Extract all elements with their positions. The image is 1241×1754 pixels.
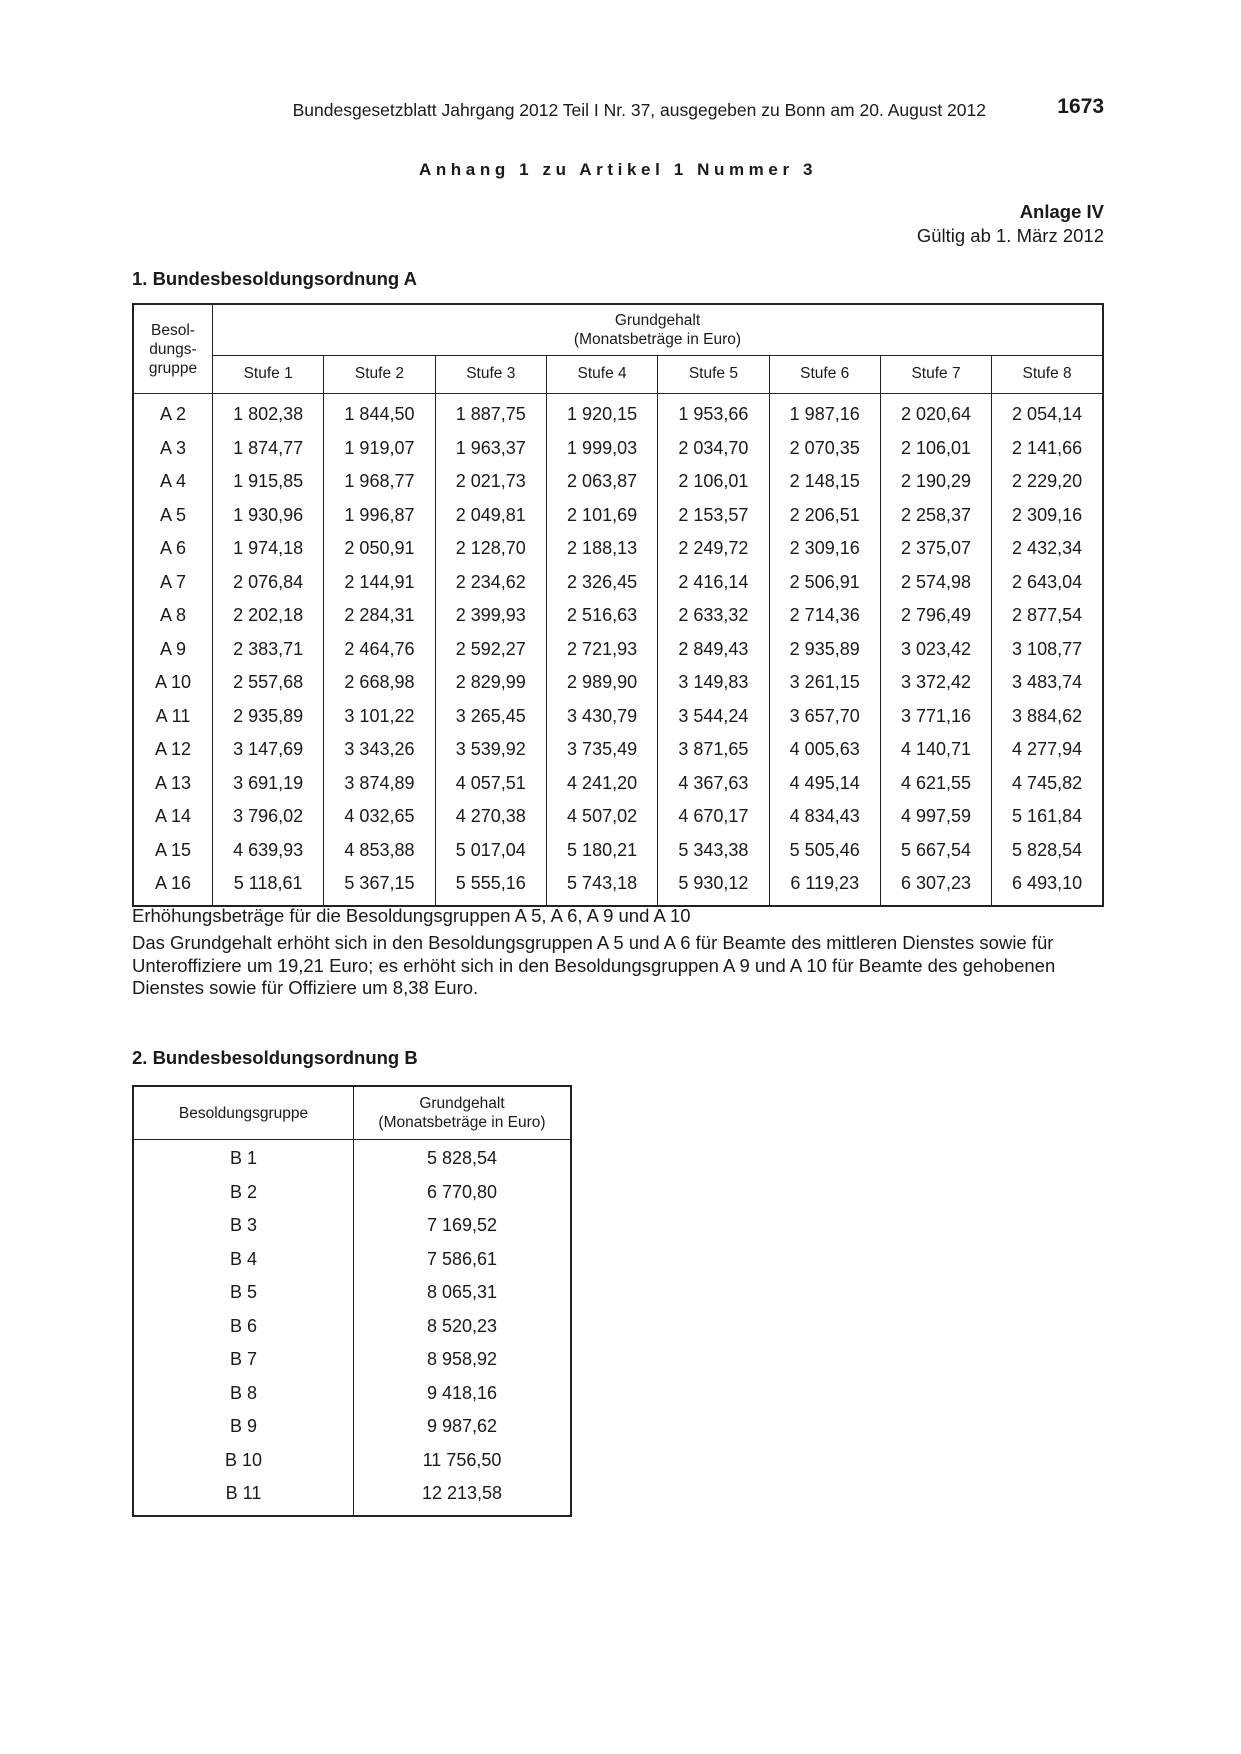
salary-cell: 6 770,80: [354, 1176, 572, 1210]
table-row: [133, 465, 1103, 499]
salary-cell: 2 101,69: [546, 499, 657, 533]
anlage-title: Anlage IV: [1019, 201, 1104, 222]
table-row: [133, 532, 1103, 566]
stufe-header: Stufe 1: [213, 355, 324, 393]
salary-cell: 2 592,27: [435, 633, 546, 667]
salary-cell: 2 416,14: [658, 566, 769, 600]
salary-cell: 3 147,69: [213, 733, 324, 767]
salary-cell: 2 206,51: [769, 499, 880, 533]
salary-cell: 3 735,49: [546, 733, 657, 767]
salary-cell: 4 853,88: [324, 834, 435, 868]
salary-cell: 4 507,02: [546, 800, 657, 834]
table-b-body: [133, 1140, 571, 1516]
table-a-body: [133, 394, 1103, 906]
salary-cell: 1 915,85: [213, 465, 324, 499]
salary-cell: 1 930,96: [213, 499, 324, 533]
salary-cell: 5 667,54: [880, 834, 991, 868]
table-row: [133, 867, 1103, 906]
salary-cell: 4 670,17: [658, 800, 769, 834]
salary-cell: 2 721,93: [546, 633, 657, 667]
salary-cell: 4 032,65: [324, 800, 435, 834]
salary-cell: 3 884,62: [992, 700, 1103, 734]
salary-cell: 3 372,42: [880, 666, 991, 700]
group-cell: B 11: [133, 1477, 354, 1516]
group-cell: A 13: [133, 767, 213, 801]
salary-cell: 3 871,65: [658, 733, 769, 767]
salary-cell: 2 106,01: [880, 432, 991, 466]
table-row: [133, 633, 1103, 667]
salary-cell: 2 153,57: [658, 499, 769, 533]
salary-cell: 2 188,13: [546, 532, 657, 566]
salary-cell: 2 106,01: [658, 465, 769, 499]
group-cell: A 7: [133, 566, 213, 600]
salary-cell: 5 118,61: [213, 867, 324, 906]
salary-cell: 5 743,18: [546, 867, 657, 906]
table-row: [133, 432, 1103, 466]
gazette-header: Bundesgesetzblatt Jahrgang 2012 Teil I Nr. 37, ausgegeben zu Bonn am 20. August 2012: [292, 100, 986, 120]
salary-cell: 3 771,16: [880, 700, 991, 734]
salary-cell: 1 919,07: [324, 432, 435, 466]
salary-cell: 2 234,62: [435, 566, 546, 600]
group-cell: B 2: [133, 1176, 354, 1210]
salary-cell: 2 128,70: [435, 532, 546, 566]
table-row: [133, 1377, 571, 1411]
stufe-header: Stufe 3: [435, 355, 546, 393]
salary-cell: 3 108,77: [992, 633, 1103, 667]
salary-cell: 5 505,46: [769, 834, 880, 868]
salary-cell: 1 999,03: [546, 432, 657, 466]
salary-cell: 4 241,20: [546, 767, 657, 801]
group-cell: A 10: [133, 666, 213, 700]
group-cell: A 16: [133, 867, 213, 906]
salary-cell: 1 996,87: [324, 499, 435, 533]
salary-cell: 2 141,66: [992, 432, 1103, 466]
grundgehalt-header: [354, 1086, 572, 1140]
salary-cell: 2 050,91: [324, 532, 435, 566]
salary-cell: 2 714,36: [769, 599, 880, 633]
table-row: [133, 1140, 571, 1176]
salary-cell: 2 574,98: [880, 566, 991, 600]
salary-cell: 7 586,61: [354, 1243, 572, 1277]
salary-cell: 3 544,24: [658, 700, 769, 734]
grundgehalt-header: [213, 304, 1104, 355]
salary-cell: 4 270,38: [435, 800, 546, 834]
table-row: [133, 1477, 571, 1516]
salary-cell: 1 953,66: [658, 394, 769, 432]
salary-cell: 2 557,68: [213, 666, 324, 700]
table-row: [133, 733, 1103, 767]
group-cell: A 2: [133, 394, 213, 432]
stufe-header: Stufe 5: [658, 355, 769, 393]
salary-cell: 5 017,04: [435, 834, 546, 868]
table-row: [133, 566, 1103, 600]
salary-cell: 2 383,71: [213, 633, 324, 667]
salary-cell: 8 958,92: [354, 1343, 572, 1377]
salary-cell: 4 745,82: [992, 767, 1103, 801]
salary-cell: 3 265,45: [435, 700, 546, 734]
stufe-header: Stufe 2: [324, 355, 435, 393]
salary-cell: 6 119,23: [769, 867, 880, 906]
salary-cell: 1 974,18: [213, 532, 324, 566]
group-cell: B 6: [133, 1310, 354, 1344]
salary-cell: 5 555,16: [435, 867, 546, 906]
salary-cell: 1 920,15: [546, 394, 657, 432]
table-row: [133, 666, 1103, 700]
table-row: [133, 1243, 571, 1277]
group-cell: B 9: [133, 1410, 354, 1444]
salary-cell: 11 756,50: [354, 1444, 572, 1478]
salary-cell: 2 249,72: [658, 532, 769, 566]
section-a-heading: 1. Bundesbesoldungsordnung A: [132, 268, 418, 289]
table-row: [133, 1343, 571, 1377]
group-cell: A 9: [133, 633, 213, 667]
salary-cell: 2 633,32: [658, 599, 769, 633]
group-cell: A 8: [133, 599, 213, 633]
group-column-header: [133, 304, 213, 394]
group-header-text: Besol- dungs- gruppe: [148, 321, 198, 377]
salary-cell: 1 963,37: [435, 432, 546, 466]
salary-table-a: [132, 303, 1104, 907]
salary-cell: 1 887,75: [435, 394, 546, 432]
salary-cell: 6 307,23: [880, 867, 991, 906]
group-cell: A 15: [133, 834, 213, 868]
salary-cell: 3 023,42: [880, 633, 991, 667]
table-row: [133, 1410, 571, 1444]
salary-cell: 2 070,35: [769, 432, 880, 466]
increase-note-heading: Erhöhungsbeträge für die Besoldungsgruppen A 5, A 6, A 9 und A 10: [132, 905, 691, 926]
salary-cell: 3 343,26: [324, 733, 435, 767]
group-cell: B 1: [133, 1140, 354, 1176]
salary-cell: 4 140,71: [880, 733, 991, 767]
grundgehalt-header-text: Grundgehalt (Monatsbeträge in Euro): [573, 311, 742, 348]
salary-cell: 2 464,76: [324, 633, 435, 667]
salary-cell: 7 169,52: [354, 1209, 572, 1243]
table-row: [133, 700, 1103, 734]
salary-cell: 4 621,55: [880, 767, 991, 801]
salary-cell: 3 101,22: [324, 700, 435, 734]
table-row: [133, 1176, 571, 1210]
salary-cell: 2 935,89: [769, 633, 880, 667]
table-row: [133, 767, 1103, 801]
increase-note-body: Das Grundgehalt erhöht sich in den Besoldungsgruppen A 5 und A 6 für Beamte des mittleren Dienstes sowie für Unteroffiziere um 19,21 Euro; es erhöht sich in den Besoldungsgruppen A 9 und A 10 für Beamte des gehobenen Dienstes sowie für Offiziere um 8,38 Euro.: [132, 932, 1056, 998]
salary-cell: 2 668,98: [324, 666, 435, 700]
group-cell: B 7: [133, 1343, 354, 1377]
annex-title: Anhang 1 zu Artikel 1 Nummer 3: [418, 160, 818, 179]
salary-cell: 2 021,73: [435, 465, 546, 499]
salary-cell: 5 828,54: [354, 1140, 572, 1176]
salary-cell: 4 639,93: [213, 834, 324, 868]
salary-cell: 8 520,23: [354, 1310, 572, 1344]
salary-cell: 8 065,31: [354, 1276, 572, 1310]
table-row: [133, 1310, 571, 1344]
group-header-text: Besoldungsgruppe: [178, 1104, 309, 1122]
table-row: [133, 394, 1103, 432]
salary-cell: 3 691,19: [213, 767, 324, 801]
group-cell: A 12: [133, 733, 213, 767]
salary-cell: 2 229,20: [992, 465, 1103, 499]
salary-cell: 2 258,37: [880, 499, 991, 533]
stufe-header: Stufe 4: [546, 355, 657, 393]
group-cell: B 10: [133, 1444, 354, 1478]
salary-cell: 2 020,64: [880, 394, 991, 432]
valid-from: Gültig ab 1. März 2012: [916, 225, 1104, 246]
salary-cell: 5 367,15: [324, 867, 435, 906]
salary-cell: 2 049,81: [435, 499, 546, 533]
salary-cell: 3 657,70: [769, 700, 880, 734]
salary-cell: 2 432,34: [992, 532, 1103, 566]
salary-cell: 2 054,14: [992, 394, 1103, 432]
salary-cell: 2 309,16: [769, 532, 880, 566]
stufe-header: Stufe 8: [992, 355, 1103, 393]
salary-cell: 2 877,54: [992, 599, 1103, 633]
group-cell: B 3: [133, 1209, 354, 1243]
salary-cell: 2 144,91: [324, 566, 435, 600]
salary-cell: 4 057,51: [435, 767, 546, 801]
table-row: [133, 599, 1103, 633]
salary-cell: 4 277,94: [992, 733, 1103, 767]
salary-cell: 2 148,15: [769, 465, 880, 499]
salary-cell: 2 375,07: [880, 532, 991, 566]
salary-cell: 4 005,63: [769, 733, 880, 767]
salary-cell: 2 516,63: [546, 599, 657, 633]
salary-cell: 1 802,38: [213, 394, 324, 432]
salary-cell: 1 874,77: [213, 432, 324, 466]
salary-cell: 5 180,21: [546, 834, 657, 868]
salary-cell: 4 367,63: [658, 767, 769, 801]
group-cell: B 4: [133, 1243, 354, 1277]
salary-cell: 1 844,50: [324, 394, 435, 432]
salary-cell: 4 495,14: [769, 767, 880, 801]
salary-cell: 5 161,84: [992, 800, 1103, 834]
group-cell: A 4: [133, 465, 213, 499]
table-row: [133, 800, 1103, 834]
salary-cell: 2 063,87: [546, 465, 657, 499]
salary-cell: 4 834,43: [769, 800, 880, 834]
salary-cell: 2 326,45: [546, 566, 657, 600]
salary-cell: 2 399,93: [435, 599, 546, 633]
group-cell: A 11: [133, 700, 213, 734]
section-b-heading: 2. Bundesbesoldungsordnung B: [132, 1047, 418, 1068]
anlage-block: [917, 200, 1104, 248]
salary-table-b: [132, 1085, 572, 1517]
salary-cell: 3 874,89: [324, 767, 435, 801]
salary-cell: 2 989,90: [546, 666, 657, 700]
salary-cell: 3 430,79: [546, 700, 657, 734]
salary-cell: 2 309,16: [992, 499, 1103, 533]
page-number: 1673: [1057, 95, 1104, 118]
table-row: [133, 1209, 571, 1243]
salary-cell: 2 796,49: [880, 599, 991, 633]
salary-cell: 3 149,83: [658, 666, 769, 700]
salary-cell: 1 987,16: [769, 394, 880, 432]
salary-cell: 3 796,02: [213, 800, 324, 834]
salary-cell: 2 034,70: [658, 432, 769, 466]
salary-cell: 5 930,12: [658, 867, 769, 906]
salary-cell: 2 935,89: [213, 700, 324, 734]
table-row: [133, 834, 1103, 868]
salary-cell: 5 343,38: [658, 834, 769, 868]
salary-cell: 2 643,04: [992, 566, 1103, 600]
salary-cell: 2 284,31: [324, 599, 435, 633]
salary-cell: 4 997,59: [880, 800, 991, 834]
salary-cell: 3 483,74: [992, 666, 1103, 700]
salary-cell: 6 493,10: [992, 867, 1103, 906]
group-column-header: [133, 1086, 354, 1140]
salary-cell: 5 828,54: [992, 834, 1103, 868]
salary-cell: 2 190,29: [880, 465, 991, 499]
salary-cell: 2 076,84: [213, 566, 324, 600]
table-row: [133, 1444, 571, 1478]
salary-cell: 2 506,91: [769, 566, 880, 600]
stufe-header-row: [133, 355, 1103, 393]
group-cell: B 8: [133, 1377, 354, 1411]
group-cell: A 14: [133, 800, 213, 834]
salary-cell: 3 539,92: [435, 733, 546, 767]
group-cell: A 6: [133, 532, 213, 566]
salary-cell: 2 849,43: [658, 633, 769, 667]
stufe-header: Stufe 7: [880, 355, 991, 393]
group-cell: A 3: [133, 432, 213, 466]
salary-cell: 1 968,77: [324, 465, 435, 499]
group-cell: A 5: [133, 499, 213, 533]
salary-cell: 2 202,18: [213, 599, 324, 633]
table-row: [133, 499, 1103, 533]
salary-cell: 9 987,62: [354, 1410, 572, 1444]
salary-cell: 9 418,16: [354, 1377, 572, 1411]
salary-cell: 3 261,15: [769, 666, 880, 700]
salary-cell: 12 213,58: [354, 1477, 572, 1516]
salary-cell: 2 829,99: [435, 666, 546, 700]
grundgehalt-header-text: Grundgehalt (Monatsbeträge in Euro): [378, 1095, 546, 1131]
stufe-header: Stufe 6: [769, 355, 880, 393]
table-row: [133, 1276, 571, 1310]
group-cell: B 5: [133, 1276, 354, 1310]
